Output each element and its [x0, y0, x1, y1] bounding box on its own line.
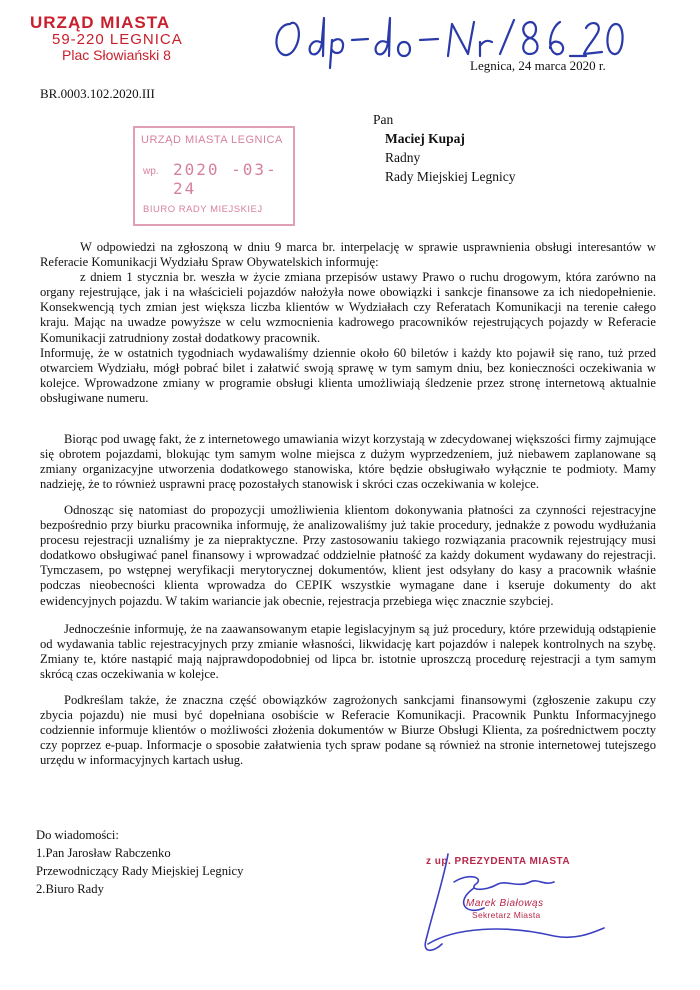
- recipient-block: [373, 110, 515, 186]
- recipient-name: Maciej Kupaj: [385, 131, 465, 146]
- paragraph-online-booking: Biorąc pod uwagę fakt, że z internetowego umawiania wizyt korzystają w zdecydowanej większości firmy zajmujące się obrotem pojazdami, blokując tym samym wolne miejsca z dużym wyprzedzeniem, już niebawem zaplanowane są zmiany organizacyjne utworzenia dodatkowego stanowiska, które będzie obsługiwało wyłącznie te podmioty. Mamy nadzieję, że to również usprawni pracę pozostałych stanowisk i skróci czas oczekiwania w kolejce.: [40, 432, 656, 492]
- cc-item-2: 2.Biuro Rady: [36, 882, 104, 896]
- letter-body-section-1: [40, 240, 656, 406]
- place-and-date: Legnica, 24 marca 2020 r.: [470, 58, 606, 73]
- sender-stamp: [30, 14, 183, 62]
- cc-title: Do wiadomości:: [36, 828, 119, 842]
- recipient-salutation: Pan: [373, 112, 394, 127]
- signature-stamp-line1: z up. PREZYDENTA MIASTA: [426, 856, 571, 867]
- sender-stamp-line1: URZĄD MIASTA: [30, 13, 171, 32]
- letter-body-section-3: [40, 503, 656, 609]
- recipient-role: Radny: [385, 150, 421, 165]
- received-stamp-date: 2020 -03- 24: [173, 160, 278, 198]
- paragraph-tickets: Informuję, że w ostatnich tygodniach wydawaliśmy dziennie około 60 biletów i każdy kto pojawił się rano, tuż przed otwarciem Wydziału, mógł pobrać bilet i załatwić swoją sprawę w tym samym dniu, bez konieczności oczekiwania w kolejce. Wprowadzone zmiany w programie obsługi klienta umożliwiają śledzenie przez stronę internetową aktualnie obsługiwane numeru.: [40, 345, 656, 405]
- paragraph-payments: Odnosząc się natomiast do propozycji umożliwienia klientom dokonywania płatności za czynności rejestracyjne bezpośrednio przy biurku pracownika informuję, że analizowaliśmy już takie procedury, jednakże z powodu wydłużania procesu rejestracji uznaliśmy je za niepraktyczne. Przy zastosowaniu takiego rozwiązania pracownik rejestrujący musi dodatkowo obsługiwać panel finansowy i wprowadzać oddzielnie płatność za każdy dokument wydawany do rejestracji. Tymczasem, po wstępnej weryfikacji merytorycznej dokumentów, klient jest odsyłany do kasy a pracownik właśnie podczas nieobecności klienta wprowadza do CEPIK wszystkie wymagane dane i kseruje dokumenty do akt ewidencyjnych pojazdu. W takim wariancie jak obecnie, rejestracja przebiega więc znacznie szybciej.: [40, 503, 656, 608]
- paragraph-law-change: z dniem 1 stycznia br. weszła w życie zmiana przepisów ustawy Prawo o ruchu drogowym, która zarówno na organy rejestrujące, jak i na właścicieli pojazdów nałożyła nowe obowiązki i sankcje finansowe za ich niedopełnienie. Konsekwencją tych zmian jest większa liczba klientów w Wydziałach czy Referatach Komunikacji na terenie całego kraju. Mając na uwadze powyższe w celu wzmocnienia kadrowego pracowników rejestrujących pojazdy w Referacie Komunikacji zatrudniony został dodatkowy pracownik.: [40, 270, 656, 345]
- cc-item-1-role: Przewodniczący Rady Miejskiej Legnicy: [36, 864, 244, 878]
- recipient-body: Rady Miejskiej Legnicy: [385, 169, 516, 184]
- cc-list: [36, 826, 243, 898]
- reference-number: BR.0003.102.2020.III: [40, 86, 155, 101]
- signature-name: Marek Białowąs: [466, 898, 544, 909]
- letter-body-section-5: [40, 693, 656, 768]
- received-stamp-date-prefix: wp.: [143, 166, 159, 177]
- received-stamp-line3: BIURO RADY MIEJSKIEJ: [143, 204, 263, 215]
- cc-item-1: 1.Pan Jarosław Rabczenko: [36, 846, 171, 860]
- signature-block: [414, 848, 624, 968]
- letter-body-section-4: [40, 622, 656, 682]
- received-stamp: [133, 126, 295, 226]
- sender-stamp-line3: Plac Słowiański 8: [62, 46, 171, 63]
- paragraph-other-channels: Podkreślam także, że znaczna część obowiązków zagrożonych sankcjami finansowymi (zgłoszenie zakupu czy zbycia pojazdu) nie musi być dopełniana osobiście w Referacie Komunikacji. Pracownik Punktu Informacyjnego codziennie informuje klientów o możliwości złożenia dokumentów w Biurze Obsługi Klienta, za pośrednictwem poczty czy poprzez e-puap. Informacje o sposobie załatwienia tych spraw podane są również na stronie internetowej tutejszego urzędu w informacyjnych kartach usług.: [40, 693, 656, 768]
- received-stamp-line1: URZĄD MIASTA LEGNICA: [141, 134, 283, 146]
- sender-stamp-line2: 59-220 LEGNICA: [52, 30, 183, 48]
- paragraph-legislation: Jednocześnie informuję, że na zaawansowanym etapie legislacyjnym są już procedury, które przewidują odstąpienie od wydawania tablic rejestracyjnych przy zmianie własności, likwidację kart pojazdów i nalepek kontrolnych na szybę. Zmiany te, które nastąpić mają najprawdopodobniej od lipca br. istotnie uproszczą procedurę rejestracji a tym samym skrócą czas oczekiwania w kolejce.: [40, 622, 656, 682]
- letter-body-section-2: [40, 432, 656, 492]
- paragraph-intro: W odpowiedzi na zgłoszoną w dniu 9 marca br. interpelację w sprawie usprawnienia obsługi interesantów w Referacie Komunikacji Wydziału Spraw Obywatelskich informuję:: [40, 240, 656, 270]
- signature-title: Sekretarz Miasta: [472, 910, 541, 920]
